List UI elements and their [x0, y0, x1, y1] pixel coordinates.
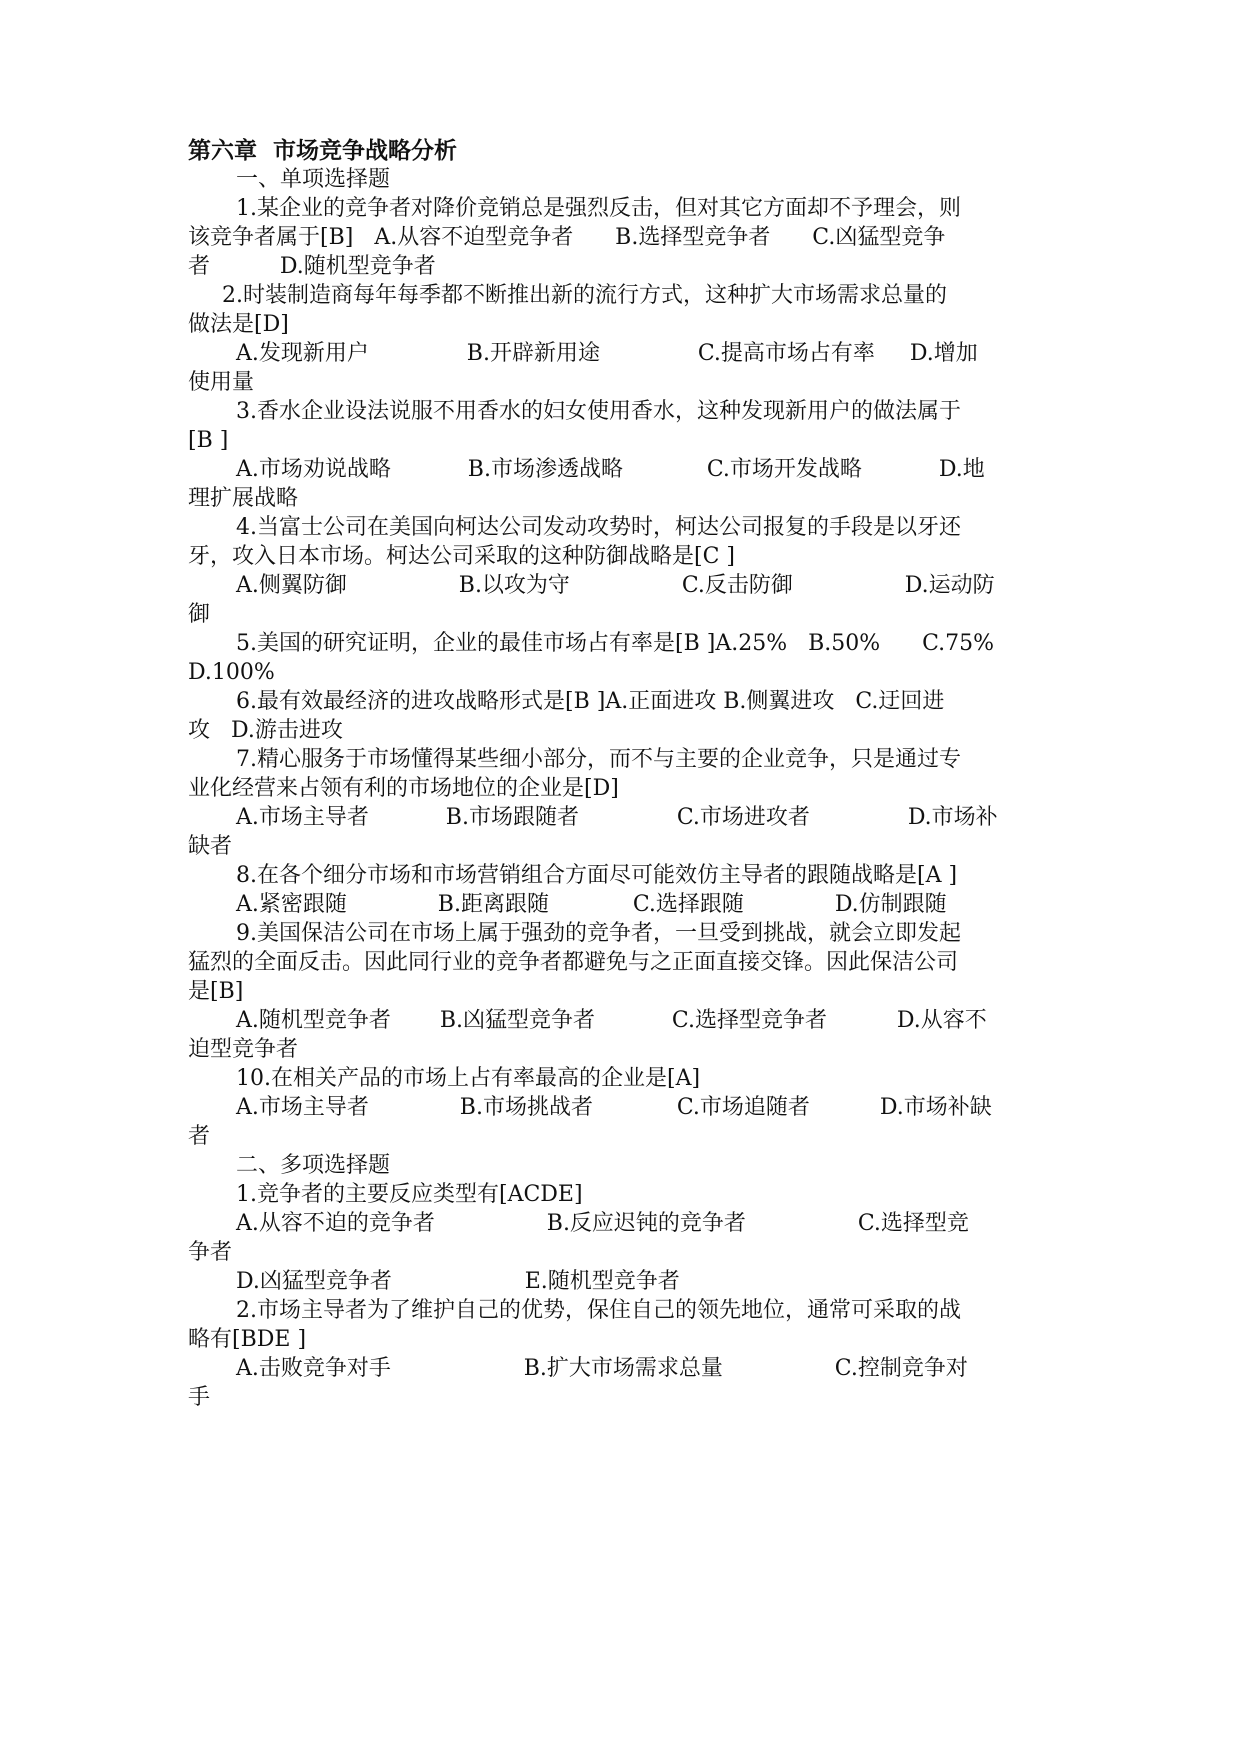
q6-line-2: 攻 D.游击进攻 — [188, 718, 343, 743]
q4-options-cont: 御 — [188, 602, 211, 627]
q3-options-cont: 理扩展战略 — [188, 486, 299, 511]
q7-line-2: 业化经营来占领有利的市场地位的企业是[D] — [188, 776, 619, 801]
q7-line-1: 7.精心服务于市场懂得某些细小部分，而不与主要的企业竞争，只是通过专 — [236, 747, 961, 772]
q1-line-3: 者 D.随机型竞争者 — [188, 254, 436, 279]
q7-options-cont: 缺者 — [188, 834, 233, 859]
mq1-options-2: D.凶猛型竞争者 E.随机型竞争者 — [236, 1269, 680, 1294]
q8-line-1: 8.在各个细分市场和市场营销组合方面尽可能效仿主导者的跟随战略是[A ] — [236, 863, 958, 888]
q3-line-2: [B ] — [188, 428, 229, 453]
q9-line-1: 9.美国保洁公司在市场上属于强劲的竞争者，一旦受到挑战，就会立即发起 — [236, 921, 961, 946]
q8-options: A.紧密跟随 B.距离跟随 C.选择跟随 D.仿制跟随 — [236, 892, 947, 917]
q4-line-1: 4.当富士公司在美国向柯达公司发动攻势时，柯达公司报复的手段是以牙还 — [236, 515, 961, 540]
mq2-options: A.击败竞争对手 B.扩大市场需求总量 C.控制竞争对 — [236, 1356, 968, 1381]
q1-line-2: 该竞争者属于[B] A.从容不迫型竞争者 B.选择型竞争者 C.凶猛型竞争 — [188, 225, 946, 250]
q9-options-cont: 迫型竞争者 — [188, 1037, 299, 1062]
q10-options: A.市场主导者 B.市场挑战者 C.市场追随者 D.市场补缺 — [236, 1095, 992, 1120]
mq1-line-1: 1.竞争者的主要反应类型有[ACDE] — [236, 1182, 583, 1207]
q5-line-2: D.100% — [188, 660, 275, 685]
section-heading-multiple-choice: 二、多项选择题 — [236, 1153, 391, 1178]
q7-options: A.市场主导者 B.市场跟随者 C.市场进攻者 D.市场补 — [236, 805, 998, 830]
q4-line-2: 牙，攻入日本市场。柯达公司采取的这种防御战略是[C ] — [188, 544, 735, 569]
q3-options: A.市场劝说战略 B.市场渗透战略 C.市场开发战略 D.地 — [236, 457, 985, 482]
q9-line-3: 是[B] — [188, 979, 244, 1004]
section-heading-single-choice: 一、单项选择题 — [236, 167, 391, 192]
mq1-options-cont: 争者 — [188, 1240, 233, 1265]
q6-line-1: 6.最有效最经济的进攻战略形式是[B ]A.正面进攻 B.侧翼进攻 C.迂回进 — [236, 689, 945, 714]
q5-line-1: 5.美国的研究证明，企业的最佳市场占有率是[B ]A.25% B.50% C.75% — [236, 631, 995, 656]
mq2-options-cont: 手 — [188, 1385, 211, 1410]
q9-options: A.随机型竞争者 B.凶猛型竞争者 C.选择型竞争者 D.从容不 — [236, 1008, 987, 1033]
q2-options-cont: 使用量 — [188, 370, 255, 395]
q3-line-1: 3.香水企业设法说服不用香水的妇女使用香水，这种发现新用户的做法属于 — [236, 399, 961, 424]
q9-line-2: 猛烈的全面反击。因此同行业的竞争者都避免与之正面直接交锋。因此保洁公司 — [188, 950, 959, 975]
q2-line-2: 做法是[D] — [188, 312, 289, 337]
q4-options: A.侧翼防御 B.以攻为守 C.反击防御 D.运动防 — [236, 573, 995, 598]
chapter-title: 第六章 市场竞争战略分析 — [188, 137, 458, 164]
q2-options: A.发现新用户 B.开辟新用途 C.提高市场占有率 D.增加 — [236, 341, 978, 366]
q2-line-1: 2.时装制造商每年每季都不断推出新的流行方式，这种扩大市场需求总量的 — [222, 283, 947, 308]
mq2-line-1: 2.市场主导者为了维护自己的优势，保住自己的领先地位，通常可采取的战 — [236, 1298, 961, 1323]
q1-line-1: 1.某企业的竞争者对降价竞销总是强烈反击，但对其它方面却不予理会，则 — [236, 196, 961, 221]
mq2-line-2: 略有[BDE ] — [188, 1327, 307, 1352]
q10-line-1: 10.在相关产品的市场上占有率最高的企业是[A] — [236, 1066, 701, 1091]
mq1-options: A.从容不迫的竞争者 B.反应迟钝的竞争者 C.选择型竞 — [236, 1211, 969, 1236]
q10-options-cont: 者 — [188, 1124, 211, 1149]
